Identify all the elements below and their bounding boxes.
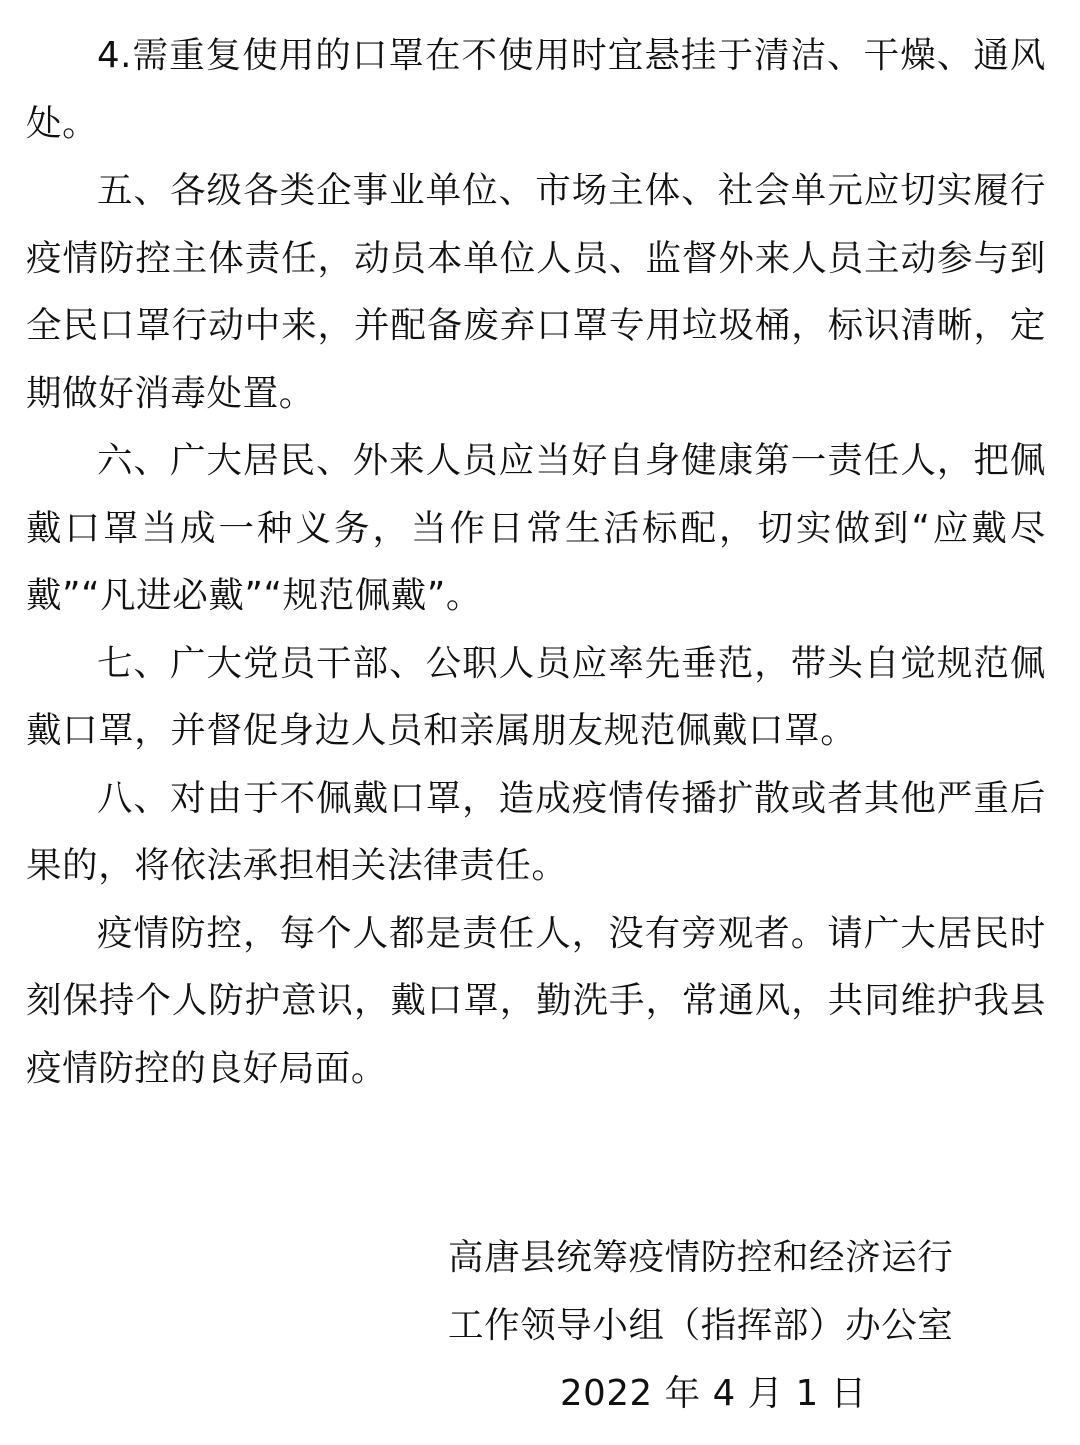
paragraph-closing: 疫情防控，每个人都是责任人，没有旁观者。请广大居民时刻保持个人防护意识，戴口罩，勤洗手，常通风，共同维护我县疫情防控的良好局面。: [26, 912, 1046, 1089]
paragraph-section-5: 五、各级各类企事业单位、市场主体、社会单元应切实履行疫情防控主体责任，动员本单位人员、监督外来人员主动参与到全民口罩行动中来，并配备废弃口罩专用垃圾桶，标识清晰，定期做好消毒处置。: [26, 170, 1046, 414]
paragraph-item-4: 4.需重复使用的口罩在不使用时宜悬挂于清洁、干燥、通风处。: [26, 35, 1046, 144]
issuing-organization-line-2: 工作领导小组（指挥部）办公室: [448, 1305, 954, 1346]
paragraph-section-6: 六、广大居民、外来人员应当好自身健康第一责任人，把佩戴口罩当成一种义务，当作日常生活标配，切实做到“应戴尽戴”“凡进必戴”“规范佩戴”。: [26, 440, 1046, 616]
document-body: [26, 22, 1046, 1102]
paragraph-section-7: 七、广大党员干部、公职人员应率先垂范，带头自觉规范佩戴口罩，并督促身边人员和亲属朋友规范佩戴口罩。: [26, 642, 1046, 751]
issuing-organization-line-1: 高唐县统筹疫情防控和经济运行: [448, 1237, 954, 1278]
signature-block: [448, 1224, 1008, 1428]
issue-date: 2022 年 4 月 1 日: [560, 1373, 867, 1414]
paragraph-section-8: 八、对由于不佩戴口罩，造成疫情传播扩散或者其他严重后果的，将依法承担相关法律责任。: [26, 777, 1046, 886]
